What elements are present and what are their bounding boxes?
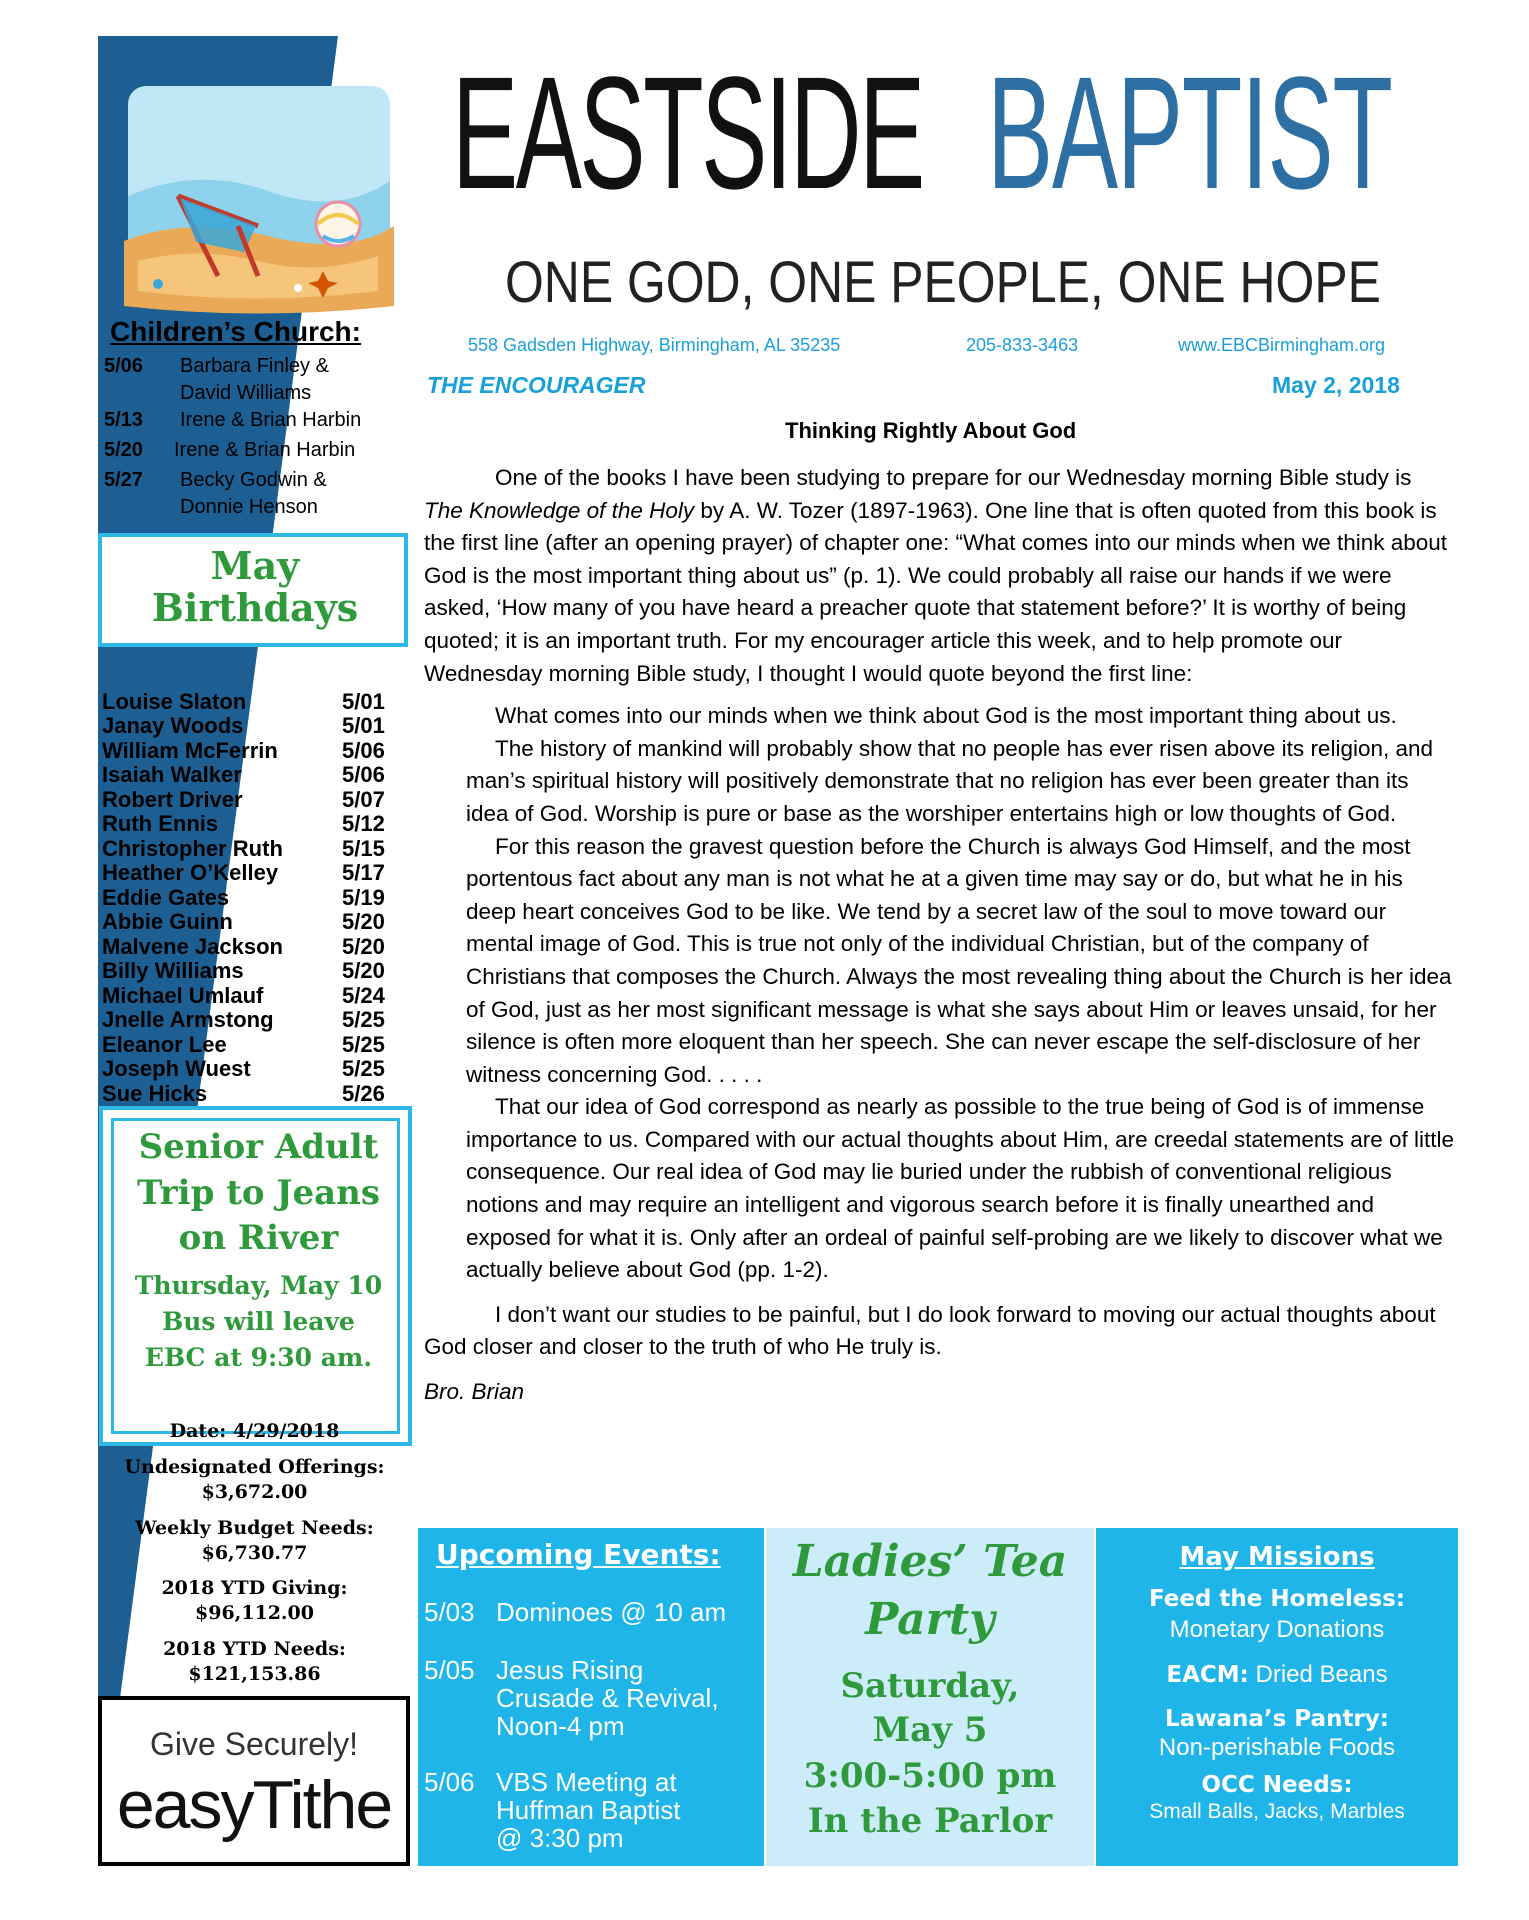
event-text: VBS Meeting at Huffman Baptist @ 3:30 pm: [496, 1767, 681, 1853]
birthday-name: Billy Williams: [102, 958, 244, 983]
event-date: 5/06: [424, 1767, 475, 1797]
article-text: by A. W. Tozer (1897-1963). One line that is often quoted from this book is the first line (after an opening prayer) of chapter one: “What comes into our minds when we think about God is the most important thing about us” (p. 1). We could probably all raise our hands if we were asked, ‘How many of you have heard a preacher quote that statement before?’ It is worthy of being quoted; it is an important truth. For my encourager article this week, and to help promote our Wednesday morning Bible study, I thought I would quote beyond the first line:: [424, 497, 1448, 686]
event-text: Dominoes @ 10 am: [496, 1597, 727, 1627]
birthday-date: 5/26: [342, 1081, 385, 1106]
senior-trip-line: EBC at 9:30 am.: [144, 1343, 373, 1372]
quote-paragraph: The history of mankind will probably show that no people has ever risen above its religion, and man’s spiritual history will positively demonstrate that no religion has ever been greater than its idea of God. Worship is pure or base as the worshiper entertains high or low thoughts of God.: [466, 735, 1434, 826]
birthday-name: Ruth Ennis: [102, 811, 219, 836]
tea-day: Saturday,: [840, 1666, 1020, 1706]
childrens-church-names: Barbara Finley & David Williams: [180, 355, 329, 404]
birthday-date: 5/07: [342, 787, 385, 812]
childrens-church-names: Irene & Brian Harbin: [174, 439, 356, 461]
birthday-name: Robert Driver: [102, 787, 243, 812]
birthday-name: Christopher Ruth: [102, 836, 283, 861]
birthday-name: Jnelle Armstong: [102, 1007, 274, 1032]
birthday-name: Joseph Wuest: [102, 1056, 251, 1081]
senior-trip-box: [99, 1106, 412, 1446]
church-phone: 205-833-3463: [966, 335, 1079, 355]
finance-budget-value: $6,730.77: [201, 1542, 308, 1564]
senior-trip-line: Thursday, May 10: [134, 1271, 383, 1300]
senior-trip-line: Trip to Jeans: [136, 1173, 381, 1213]
article-title: Thinking Rightly About God: [785, 418, 1077, 443]
birthday-date: 5/19: [342, 885, 385, 910]
birthday-date: 5/01: [342, 689, 385, 714]
mission-detail: Dried Beans: [1248, 1661, 1388, 1688]
finance-date: Date: 4/29/2018: [169, 1420, 340, 1442]
tea-location: In the Parlor: [807, 1801, 1053, 1841]
birthday-name: Sue Hicks: [102, 1081, 208, 1106]
birthday-name: Abbie Guinn: [102, 909, 233, 934]
childrens-church-date: 5/13: [104, 409, 143, 431]
birthday-date: 5/25: [342, 1032, 385, 1057]
issue-date: May 2, 2018: [1272, 372, 1400, 398]
mission-heading: EACM:: [1166, 1662, 1249, 1688]
masthead: [452, 43, 1432, 222]
birthday-date: 5/12: [342, 811, 385, 836]
tea-title: Ladies’ Tea: [792, 1536, 1068, 1587]
birthday-name: Malvene Jackson: [102, 934, 283, 959]
quote-paragraph: For this reason the gravest question before the Church is always God Himself, and the most portentous fact about any man is not what he at a given time may say or do, but what he in his deep heart conceives God to be like. We tend by a secret law of the soul to move toward our mental image of God. This is true not only of the individual Christian, but of the company of Christians that composes the Church. Always the most revealing thing about the Church is her idea of God, just as her most significant message is what she says about Him or leaves unsaid, for her silence is often more eloquent than her speech. She can never escape the self-disclosure of her witness concerning God. . . . .: [466, 833, 1452, 1087]
birthday-name: Eddie Gates: [102, 885, 230, 910]
mission-detail: Non-perishable Foods: [1158, 1734, 1396, 1761]
birthday-name: Isaiah Walker: [102, 762, 242, 787]
tea-time: 3:00-5:00 pm: [803, 1756, 1057, 1796]
easytithe-logo: easyTithe: [116, 1767, 392, 1843]
birthday-name: Louise Slaton: [102, 689, 247, 714]
event-date: 5/03: [424, 1597, 475, 1627]
block-quote: [466, 700, 1454, 1287]
birthday-name: Eleanor Lee: [102, 1032, 227, 1057]
upcoming-events-title: Upcoming Events:: [436, 1538, 721, 1571]
birthday-date: 5/01: [342, 713, 385, 738]
birthday-name: Janay Woods: [102, 713, 244, 738]
mission-heading: Feed the Homeless:: [1148, 1586, 1406, 1612]
birthdays-box: [98, 533, 408, 647]
tea-title: Party: [865, 1594, 995, 1645]
childrens-church-names: Irene & Brian Harbin: [180, 409, 362, 431]
upcoming-events-panel: [418, 1528, 764, 1866]
mission-detail: Monetary Donations: [1169, 1616, 1385, 1643]
birthday-date: 5/24: [342, 983, 385, 1008]
article-paragraph: [424, 462, 1454, 690]
masthead-eastside: EASTSIDE: [452, 43, 923, 222]
event-date: 5/05: [424, 1655, 475, 1685]
birthday-name: Michael Umlauf: [102, 983, 264, 1008]
finance-ytd-giving-value: $96,112.00: [195, 1602, 314, 1624]
birthday-date: 5/06: [342, 762, 385, 787]
give-securely-link[interactable]: [98, 1696, 410, 1866]
church-website-link[interactable]: www.EBCBirmingham.org: [1178, 335, 1386, 355]
birthday-date: 5/20: [342, 934, 385, 959]
childrens-church-date: 5/06: [104, 355, 143, 377]
birthday-name: William McFerrin: [102, 738, 278, 763]
missions-title: May Missions: [1179, 1542, 1375, 1572]
finance-ytd-giving-label: 2018 YTD Giving:: [161, 1577, 348, 1599]
tea-date: May 5: [872, 1710, 988, 1750]
birthday-date: 5/20: [342, 958, 385, 983]
birthday-name: Heather O’Kelley: [102, 860, 279, 885]
tagline: ONE GOD, ONE PEOPLE, ONE HOPE: [505, 250, 1381, 315]
event-text: Jesus Rising Crusade & Revival, Noon-4 pm: [496, 1655, 719, 1741]
quote-paragraph: That our idea of God correspond as nearly as possible to the true being of God is of immense importance to us. Compared with our actual thoughts about Him, are creedal statements are of little consequence. Our real idea of God may lie buried under the rubbish of conventional religious notions and may require an intelligent and vigorous search before it is finally unearthed and exposed for what it is. Only after an ordeal of painful self-probing are we likely to discover what we actually believe about God (pp. 1-2).: [466, 1094, 1455, 1283]
senior-trip-line: Senior Adult: [138, 1127, 379, 1167]
masthead-baptist: BAPTIST: [987, 43, 1392, 222]
church-address: 558 Gadsden Highway, Birmingham, AL 35235: [468, 335, 841, 355]
birthday-date: 5/06: [342, 738, 385, 763]
childrens-church-title: Children’s Church:: [110, 316, 361, 347]
may-missions-panel: [1096, 1528, 1458, 1866]
article-body: [424, 462, 1454, 1409]
birthday-date: 5/25: [342, 1056, 385, 1081]
senior-trip-line: Bus will leave: [162, 1307, 355, 1336]
finance-ytd-needs-value: $121,153.86: [188, 1663, 321, 1685]
article-text: One of the books I have been studying to prepare for our Wednesday morning Bible study is: [495, 465, 1412, 490]
birthdays-title: May Birthdays: [151, 543, 359, 630]
childrens-church-names: Becky Godwin & Donnie Henson: [180, 469, 327, 518]
finance-offerings-value: $3,672.00: [201, 1481, 308, 1503]
senior-trip-line: on River: [178, 1218, 339, 1258]
newsletter-name: THE ENCOURAGER: [427, 372, 646, 398]
childrens-church-date: 5/20: [104, 439, 143, 461]
childrens-church-date: 5/27: [104, 469, 143, 491]
quote-paragraph: What comes into our minds when we think about God is the most important thing about us.: [495, 703, 1397, 729]
mission-detail: Small Balls, Jacks, Marbles: [1149, 1800, 1405, 1823]
sidebar: [98, 36, 411, 1868]
birthday-date: 5/15: [342, 836, 385, 861]
senior-trip-inner-border: [111, 1118, 400, 1434]
article-signature: Bro. Brian: [424, 1379, 525, 1405]
mission-heading: OCC Needs:: [1201, 1772, 1353, 1798]
give-securely-label: Give Securely!: [149, 1726, 359, 1762]
finance-offerings-label: Undesignated Offerings:: [124, 1456, 385, 1478]
birthday-date: 5/17: [342, 860, 385, 885]
birthday-date: 5/20: [342, 909, 385, 934]
finance-ytd-needs-label: 2018 YTD Needs:: [163, 1638, 346, 1660]
mission-heading: Lawana’s Pantry:: [1165, 1706, 1389, 1732]
book-title: The Knowledge of the Holy: [424, 497, 695, 523]
mission-line: [1096, 1661, 1458, 1689]
article-paragraph: I don’t want our studies to be painful, but I do look forward to moving our actual thoughts about God closer and closer to the truth of who He truly is.: [424, 1301, 1436, 1360]
birthday-date: 5/25: [342, 1007, 385, 1032]
beach-illustration: [118, 76, 398, 316]
finance-budget-label: Weekly Budget Needs:: [135, 1517, 374, 1539]
ladies-tea-panel: [766, 1528, 1094, 1866]
